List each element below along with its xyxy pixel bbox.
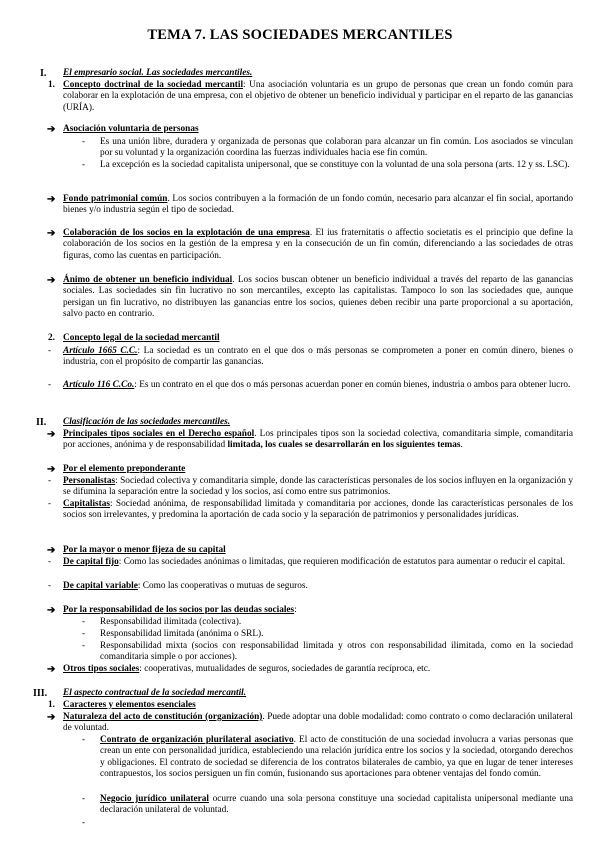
- concept-doctrinal-paragraph: [63, 80, 573, 114]
- articulo-1665-label: Artículo 1665 C.C.: [63, 346, 138, 356]
- section-i-heading: El empresario social. Las sociedades mercantiles.: [63, 68, 253, 78]
- naturaleza-acto-label: Naturaleza del acto de constitución (organización): [63, 712, 263, 722]
- arrow-bullet-icon: ➔: [47, 429, 56, 440]
- capitalistas-paragraph: [63, 499, 573, 522]
- contrato-plurilateral-text: . El acto de constitución de una sociedad involucra a varias personas que crean un ente con personalidad jurídica, estableciendo una relación jurídica entre los socios y la sociedad, otorgando derechos y obligaciones. El contrato de sociedad se diferencia de los contratos bilaterales de cambio, ya que en lugar de tener intereses contrapuestos, los socios persiguen un fin común, fusionando sus aportaciones para obtener ventajas del fondo común.: [100, 735, 573, 780]
- dash-bullet: -: [82, 629, 86, 639]
- fondo-patrimonial-label: Fondo patrimonial común: [63, 194, 168, 204]
- principales-tipos-label: Principales tipos sociales en el Derecho español: [63, 429, 255, 439]
- colaboracion-text: . El ius fraternitatis o affectio societatis es el principio que define la colaboración de los socios en la gestión de la empresa y en la consecución de un fin común, diferenciando a las sociedades de otras figuras, como las cuentas en participación.: [63, 228, 573, 261]
- dash-bullet: -: [48, 557, 52, 567]
- articulo-116-label: Artículo 116 C.Co.: [63, 380, 135, 390]
- responsabilidad-heading: Por la responsabilidad de los socios por las deudas sociales: [63, 605, 295, 615]
- arrow-bullet-icon: ➔: [47, 124, 56, 135]
- dash-bullet: -: [48, 380, 52, 390]
- dash-bullet: -: [48, 581, 52, 591]
- concept-doctrinal-label: Concepto doctrinal de la sociedad mercantil: [63, 80, 244, 90]
- section-ii-numeral: II.: [36, 417, 47, 428]
- capitalistas-label: Capitalistas: [63, 499, 111, 509]
- item-1-number: 1.: [48, 700, 55, 710]
- principales-tipos-bold: limitada, los cuales se desarrollarán en los siguientes temas: [227, 440, 461, 451]
- otros-tipos-text: : cooperativas, mutualidades de seguros, sociedades de garantía recíproca, etc.: [139, 664, 431, 674]
- section-i-numeral: I.: [40, 68, 47, 79]
- dash-bullet: -: [82, 735, 86, 745]
- responsabilidad-item: Responsabilidad limitada (anónima o SRL).: [100, 629, 264, 639]
- naturaleza-acto-text: . Puede adoptar una doble modalidad: como contrato o como declaración unilateral de voluntad.: [63, 712, 573, 734]
- arrow-bullet-icon: ➔: [47, 712, 56, 723]
- arrow-bullet-icon: ➔: [47, 545, 56, 556]
- dash-bullet: -: [82, 137, 86, 147]
- caracteres-heading: Caracteres y elementos esenciales: [63, 700, 196, 710]
- capital-fijo-label: De capital fijo: [63, 557, 119, 567]
- fondo-patrimonial-paragraph: [63, 194, 573, 217]
- item-2-number: 2.: [48, 333, 55, 343]
- negocio-unilateral-label: Negocio jurídico unilateral: [100, 794, 209, 804]
- section-iii-heading: El aspecto contractual de la sociedad mercantil.: [63, 688, 247, 698]
- dash-bullet: -: [82, 617, 86, 627]
- asociacion-voluntaria-heading: Asociación voluntaria de personas: [63, 124, 199, 134]
- capital-variable-label: De capital variable: [63, 581, 138, 591]
- colaboracion-label: Colaboración de los socios en la explotación de una empresa: [63, 228, 310, 238]
- otros-tipos-label: Otros tipos sociales: [63, 664, 140, 674]
- naturaleza-acto-paragraph: [63, 712, 573, 735]
- elemento-preponderante-heading: Por el elemento preponderante: [63, 464, 186, 474]
- dash-bullet: -: [48, 346, 52, 356]
- personalistas-text: : Sociedad colectiva y comanditaria simple, donde las características personales de los socios influyen en la organización y se difumina la separación entre la sociedad y los socios, así como entre sus patrimonios.: [63, 476, 573, 498]
- responsabilidad-colon: :: [294, 605, 297, 615]
- capital-fijo-text: : Como las sociedades anónimas o limitadas, que requieren modificación de estatutos para aumentar o reducir el capital.: [118, 557, 566, 567]
- arrow-bullet-icon: ➔: [47, 194, 56, 205]
- contrato-plurilateral-paragraph: [100, 735, 573, 781]
- section-ii-heading: Clasificación de las sociedades mercantiles.: [63, 417, 231, 427]
- arrow-bullet-icon: ➔: [47, 228, 56, 239]
- principales-tipos-end: .: [460, 440, 463, 451]
- contrato-plurilateral-label: Contrato de organización plurilateral asociativo: [100, 735, 294, 745]
- articulo-1665-paragraph: [63, 346, 573, 369]
- dash-bullet: -: [48, 499, 52, 509]
- animo-beneficio-label: Ánimo de obtener un beneficio individual: [63, 275, 233, 285]
- negocio-unilateral-text: ocurre cuando una sola persona constituye una sociedad capitalista unipersonal mediante una declaración unilateral de voluntad.: [100, 794, 573, 816]
- responsabilidad-heading-line: [63, 605, 573, 616]
- arrow-bullet-icon: ➔: [47, 275, 56, 286]
- responsabilidad-item: Responsabilidad ilimitada (colectiva).: [100, 617, 242, 627]
- item-1-number: 1.: [48, 80, 55, 90]
- arrow-bullet-icon: ➔: [47, 664, 56, 675]
- concept-doctrinal-text: : Una asociación voluntaria es un grupo de personas que crean un fondo común para colaborar en la explotación de una empresa, con el objetivo de obtener un beneficio individual y participar en el reparto de las ganancias (URÍA).: [63, 80, 573, 113]
- articulo-116-text: : Es un contrato en el que dos o más personas acuerdan poner en común bienes, industria o ambos para obtener lucro.: [134, 380, 571, 390]
- colaboracion-paragraph: [63, 228, 573, 262]
- otros-tipos-paragraph: [63, 664, 573, 675]
- dash-bullet: -: [82, 794, 86, 804]
- dash-bullet: -: [82, 160, 86, 170]
- principales-tipos-paragraph: [63, 429, 573, 452]
- dash-bullet: -: [82, 818, 86, 828]
- dash-bullet: -: [82, 641, 86, 651]
- section-iii-numeral: III.: [33, 688, 48, 699]
- principales-tipos-text: . Los principales tipos son la sociedad colectiva, comanditaria simple, comanditaria por acciones, anónima y de responsabilidad: [63, 429, 573, 451]
- capital-variable-text: : Como las cooperativas o mutuas de seguros.: [137, 581, 308, 591]
- capital-fijo-paragraph: [63, 557, 573, 568]
- responsabilidad-item: Responsabilidad mixta (socios con responsabilidad limitada y otros con responsabilidad ilimitada, como en la sociedad comanditaria simple o por acciones).: [100, 641, 573, 663]
- capital-variable-paragraph: [63, 581, 573, 592]
- animo-beneficio-text: . Los socios buscan obtener un beneficio individual a través del reparto de las ganancias sociales. Las sociedades sin fin lucrativo no son mercantiles, excepto las capitalistas. Tampoco lo son las sociedades que, aunque persigan un fin lucrativo, no distribuyen las ganancias entre los socios, quienes deben recibir una parte proporcional a su aportación, salvo pacto en contrario.: [63, 275, 574, 320]
- articulo-1665-text: : La sociedad es un contrato en el que dos o más personas se comprometen a poner en común dinero, bienes o industria, con el propósito de compartir las ganancias.: [63, 346, 574, 368]
- arrow-bullet-icon: ➔: [47, 464, 56, 475]
- personalistas-paragraph: [63, 476, 573, 499]
- dash-bullet: -: [48, 476, 52, 486]
- personalistas-label: Personalistas: [63, 476, 116, 486]
- negocio-unilateral-paragraph: [100, 794, 573, 817]
- articulo-116-paragraph: [63, 380, 573, 391]
- concepto-legal-heading: Concepto legal de la sociedad mercantil: [63, 333, 220, 343]
- capitalistas-text: : Sociedad anónima, de responsabilidad limitada y comanditaria por acciones, donde las características personales de los socios son irrelevantes, y predomina la aportación de cada socio y la separación de patrimonios y personalidades jurídicas.: [63, 499, 573, 521]
- fijeza-capital-heading: Por la mayor o menor fijeza de su capital: [63, 545, 226, 555]
- fondo-patrimonial-text: . Los socios contribuyen a la formación de un fondo común, necesario para alcanzar el fin social, aportando bienes y/o industria según el tipo de sociedad.: [63, 194, 573, 216]
- asociacion-voluntaria-item: La excepción es la sociedad capitalista unipersonal, que se constituye con la voluntad de una sola persona (arts. 12 y ss. LSC).: [100, 160, 570, 170]
- asociacion-voluntaria-item: Es una unión libre, duradera y organizada de personas que colaboran para alcanzar un fin común. Los asociados se vinculan por su voluntad y la organización coordina las fuerzas individuales hacia ese fin común.: [100, 137, 573, 159]
- document-title: TEMA 7. LAS SOCIEDADES MERCANTILES: [147, 27, 453, 43]
- arrow-bullet-icon: ➔: [47, 605, 56, 616]
- animo-beneficio-paragraph: [63, 275, 573, 321]
